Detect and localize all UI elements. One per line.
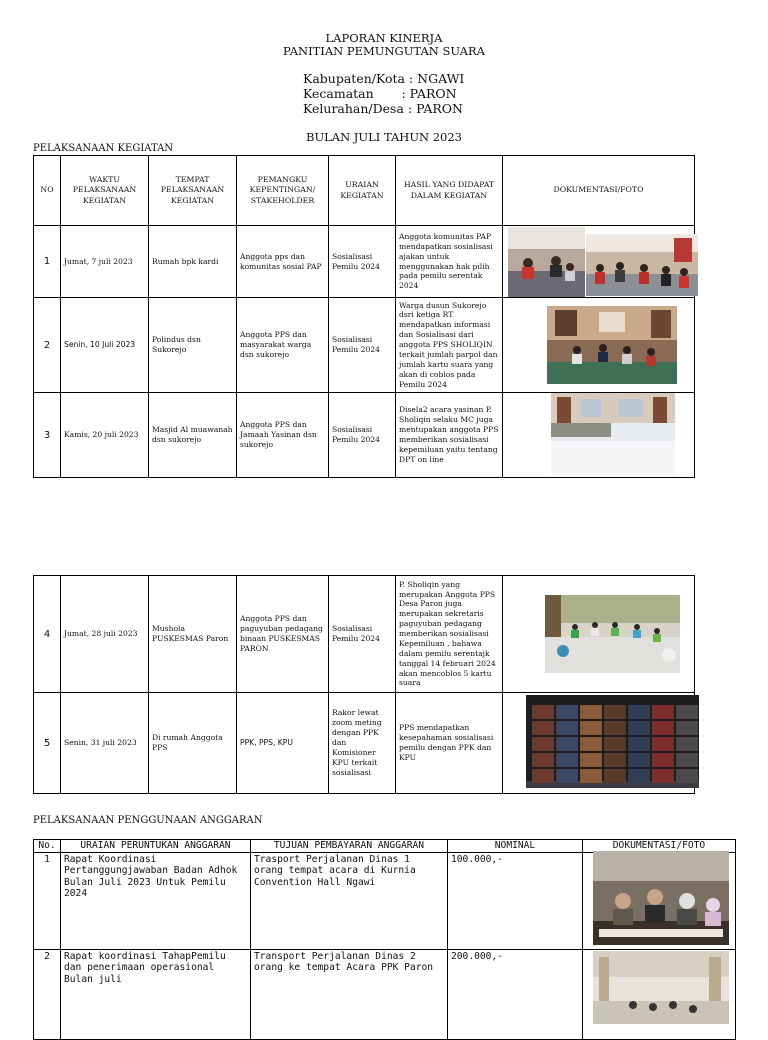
photo-3 xyxy=(551,393,675,475)
zoom-tile xyxy=(604,737,626,751)
row-waktu: Jumat, 28 juli 2023 xyxy=(61,576,149,693)
zoom-tile xyxy=(556,753,578,767)
row-no: 2 xyxy=(34,298,61,393)
zoom-tile xyxy=(652,705,674,719)
zoom-tile xyxy=(532,737,554,751)
row-tempat: Masjid Al muawanah dsn sukorejo xyxy=(149,393,237,478)
kelurahan-line: Kelurahan/Desa : PARON xyxy=(303,101,463,116)
row-uraian: Rapat Koordinasi Pertanggungjawaban Badan Adhok Bulan Juli 2023 Untuk Pemilu 2024 xyxy=(61,852,251,949)
kecamatan-line: Kecamatan : PARON xyxy=(303,86,457,101)
photo-5-zoom xyxy=(526,695,699,788)
row-uraian: Rapat koordinasi TahapPemilu dan penerimaan operasional Bulan juli xyxy=(61,949,251,1039)
col-uraian: URAIAN KEGIATAN xyxy=(329,156,396,226)
row-waktu: Senin, 10 Juli 2023 xyxy=(61,298,149,393)
zoom-tile xyxy=(676,769,698,783)
row-no: 5 xyxy=(34,693,61,794)
zoom-tile xyxy=(628,737,650,751)
zoom-tile xyxy=(676,737,698,751)
photo-2 xyxy=(547,306,677,384)
row-pemangku: Anggota PPS dan Jamaah Yasinan dsn sukorejo xyxy=(237,393,329,478)
row-waktu: Jumat, 7 juli 2023 xyxy=(61,226,149,298)
col-tujuan: TUJUAN PEMBAYARAN ANGGARAN xyxy=(251,840,448,853)
zoom-tile xyxy=(604,721,626,735)
zoom-tile xyxy=(628,753,650,767)
row-tempat: Mushola PUSKESMAS Paron xyxy=(149,576,237,693)
row-waktu: Kamis, 20 juli 2023 xyxy=(61,393,149,478)
zoom-tile xyxy=(652,753,674,767)
photo-b1 xyxy=(593,851,729,945)
row-uraian: Sosialisasi Pemilu 2024 xyxy=(329,576,396,693)
row-tujuan: Transport Perjalanan Dinas 2 orang ke tempat Acara PPK Paron xyxy=(251,949,448,1039)
zoom-tile xyxy=(580,705,602,719)
row-no: 4 xyxy=(34,576,61,693)
row-hasil: Warga dusun Sukorejo dsri ketiga RT mendapatkan informasi dan Sosialisasi dari anggota PPS SHOLIQIN terkait jumlah parpol dan jumlah kartu suara yang akan di coblos pada Pemilu 2024 xyxy=(396,298,503,393)
zoom-tile xyxy=(580,753,602,767)
zoom-tile xyxy=(580,721,602,735)
section-activities-title: PELAKSANAAN KEGIATAN xyxy=(33,143,174,154)
zoom-tile xyxy=(676,705,698,719)
row-uraian: Rakor lewat zoom meting dengan PPK dan Komisioner KPU terkait sosialisasi xyxy=(329,693,396,794)
row-no: 3 xyxy=(34,393,61,478)
row-uraian: Sosialisasi Pemilu 2024 xyxy=(329,393,396,478)
zoom-tile xyxy=(532,753,554,767)
row-tempat: Di rumah Anggota PPS xyxy=(149,693,237,794)
photo-b2 xyxy=(593,951,729,1024)
row-no: 2 xyxy=(34,949,61,1039)
zoom-tile xyxy=(556,705,578,719)
row-hasil: Disela2 acara yasinan P. Sholiqin selaku MC juga mentupakan anggota PPS memberikan sosialisasi kepemiluan yaitu tentang DPT on line xyxy=(396,393,503,478)
row-pemangku: Anggota PPS dan masyarakat warga dsn sukorejo xyxy=(237,298,329,393)
row-tujuan: Trasport Perjalanan Dinas 1 orang tempat acara di Kurnia Convention Hall Ngawi xyxy=(251,852,448,949)
row-waktu: Senin, 31 juli 2023 xyxy=(61,693,149,794)
zoom-tile xyxy=(580,769,602,783)
kabupaten-line: Kabupaten/Kota : NGAWI xyxy=(303,71,465,86)
photo-1b xyxy=(586,234,698,296)
row-uraian: Sosialisasi Pemilu 2024 xyxy=(329,298,396,393)
zoom-tile xyxy=(556,737,578,751)
zoom-tile xyxy=(532,769,554,783)
row-nominal: 100.000,- xyxy=(448,852,583,949)
zoom-tile xyxy=(580,737,602,751)
col-hasil: HASIL YANG DIDAPAT DALAM KEGIATAN xyxy=(396,156,503,226)
col-no: NO xyxy=(34,156,61,226)
row-hasil: Anggota komunitas PAP mendapatkan sosialisasi ajakan untuk menggunakan hak pilih pada pemilu serentak 2024 xyxy=(396,226,503,298)
zoom-tile xyxy=(532,721,554,735)
zoom-tile xyxy=(676,753,698,767)
table-header-row xyxy=(34,156,695,226)
report-month: BULAN JULI TAHUN 2023 xyxy=(306,130,462,144)
zoom-tile xyxy=(628,705,650,719)
col-uraian: URAIAN PERUNTUKAN ANGGARAN xyxy=(61,840,251,853)
report-subtitle: PANITIAN PEMUNGUTAN SUARA xyxy=(283,44,485,58)
zoom-tile xyxy=(604,769,626,783)
col-tempat: TEMPAT PELAKSANAAN KEGIATAN xyxy=(149,156,237,226)
zoom-tile xyxy=(628,721,650,735)
zoom-tile xyxy=(532,705,554,719)
col-waktu: WAKTU PELAKSANAAN KEGIATAN xyxy=(61,156,149,226)
zoom-tile xyxy=(556,721,578,735)
zoom-tile xyxy=(652,721,674,735)
col-no: No. xyxy=(34,840,61,853)
row-nominal: 200.000,- xyxy=(448,949,583,1039)
row-hasil: PPS mendapatkan kesepahaman sosialisasi pemilu dengan PPK dan KPU xyxy=(396,693,503,794)
row-hasil: P. Sholiqin yang merupakan Anggota PPS Desa Paron juga merupakan sekretaris paguyuban pedagang memberikan sosialisasi Kepemiluan , bahawa dalam pemilu serentajk tanggal 14 februari 2024 akan mencoblos 5 kartu suara xyxy=(396,576,503,693)
row-pemangku: Anggota pps dan komunitas sosial PAP xyxy=(237,226,329,298)
col-pemangku: PEMANGKU KEPENTINGAN/ STAKEHOLDER xyxy=(237,156,329,226)
section-budget-title: PELAKSANAAN PENGGUNAAN ANGGARAN xyxy=(33,815,263,826)
zoom-tile xyxy=(676,721,698,735)
row-pemangku: Anggota PPS dan paguyuban pedagang binaan PUSKESMAS PARON xyxy=(237,576,329,693)
zoom-tile xyxy=(556,769,578,783)
row-tempat: Rumah bpk kardi xyxy=(149,226,237,298)
photo-1a xyxy=(508,227,585,297)
photo-4 xyxy=(545,595,680,673)
zoom-tile xyxy=(604,705,626,719)
row-tempat: Polindus dsn Sukorejo xyxy=(149,298,237,393)
row-uraian: Sosialisasi Pemilu 2024 xyxy=(329,226,396,298)
row-no: 1 xyxy=(34,852,61,949)
zoom-tile xyxy=(628,769,650,783)
col-dokumentasi: DOKUMENTASI/FOTO xyxy=(503,156,695,226)
col-nominal: NOMINAL xyxy=(448,840,583,853)
row-no: 1 xyxy=(34,226,61,298)
report-title: LAPORAN KINERJA xyxy=(325,31,443,45)
zoom-tile xyxy=(652,737,674,751)
row-pemangku: PPK, PPS, KPU xyxy=(237,693,329,794)
zoom-tile xyxy=(604,753,626,767)
zoom-tile xyxy=(652,769,674,783)
col-dokumentasi: DOKUMENTASI/FOTO xyxy=(583,840,736,853)
